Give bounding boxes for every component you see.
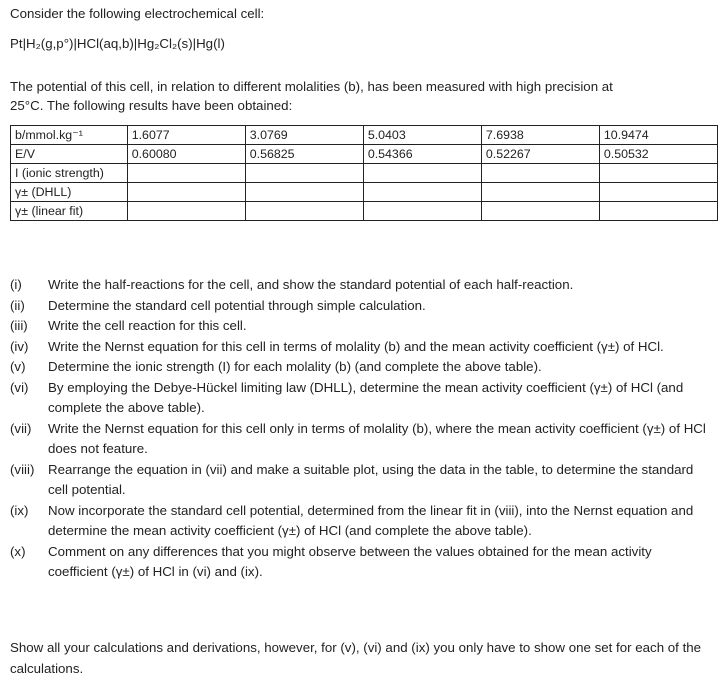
question-list <box>10 275 710 583</box>
question-number: (ii) <box>10 297 25 313</box>
row-label: γ± (linear fit) <box>11 202 128 221</box>
table-cell <box>481 202 599 221</box>
table-cell <box>599 183 717 202</box>
question-number: (x) <box>10 543 26 559</box>
closing-instructions: Show all your calculations and derivations, however, for (v), (vi) and (ix) you only have to show one set for each of the calculations. <box>10 640 702 676</box>
table-cell <box>481 183 599 202</box>
table-cell <box>245 202 363 221</box>
question-text: Determine the ionic strength (I) for each molality (b) (and complete the above table). <box>48 359 542 374</box>
table-row <box>11 202 718 221</box>
table-row <box>11 145 718 164</box>
question-item <box>10 316 710 337</box>
question-item <box>10 378 710 419</box>
question-number: (viii) <box>10 461 35 477</box>
table-cell: 3.0769 <box>245 126 363 145</box>
question-text: Comment on any differences that you might observe between the values obtained for the mean activity coefficient (γ±) of HCl in (vi) and (ix). <box>48 543 652 579</box>
question-text: Rearrange the equation in (vii) and make a suitable plot, using the data in the table, to determine the standard cell potential. <box>48 461 694 497</box>
question-number: (i) <box>10 277 22 292</box>
question-number: (vii) <box>10 420 32 436</box>
lead-text-line-1: The potential of this cell, in relation to different molalities (b), has been measured with high precision at <box>10 79 613 94</box>
lead-text-line-2: 25°C. The following results have been obtained: <box>10 98 293 113</box>
table-row <box>11 164 718 183</box>
question-text: Write the half-reactions for the cell, and show the standard potential of each half-reaction. <box>48 277 574 292</box>
question-text: Write the Nernst equation for this cell only in terms of molality (b), where the mean activity coefficient (γ±) of HCl does not feature. <box>48 420 706 456</box>
question-item <box>10 460 710 501</box>
table-row <box>11 126 718 145</box>
question-text: By employing the Debye-Hückel limiting law (DHLL), determine the mean activity coefficient (γ±) of HCl (and complete the above table). <box>48 379 684 415</box>
row-label: I (ionic strength) <box>11 164 128 183</box>
question-item <box>10 337 710 358</box>
question-item <box>10 501 710 542</box>
table-cell: 0.52267 <box>481 145 599 164</box>
question-item <box>10 275 710 296</box>
table-cell <box>599 164 717 183</box>
question-item <box>10 419 710 460</box>
results-table <box>10 125 718 221</box>
table-cell <box>245 183 363 202</box>
table-cell: 10.9474 <box>599 126 717 145</box>
question-number: (vi) <box>10 379 29 395</box>
table-cell: 1.6077 <box>127 126 245 145</box>
row-label: E/V <box>11 145 128 164</box>
table-cell: 0.50532 <box>599 145 717 164</box>
table-cell <box>127 183 245 202</box>
question-item <box>10 542 710 583</box>
table-cell: 0.56825 <box>245 145 363 164</box>
table-cell <box>245 164 363 183</box>
question-text: Write the Nernst equation for this cell in terms of molality (b) and the mean activity coefficient (γ±) of HCl. <box>48 338 664 354</box>
table-cell <box>363 202 481 221</box>
table-cell: 7.6938 <box>481 126 599 145</box>
table-cell: 0.54366 <box>363 145 481 164</box>
question-text: Determine the standard cell potential through simple calculation. <box>48 297 426 313</box>
question-item <box>10 296 710 317</box>
question-text: Write the cell reaction for this cell. <box>48 318 247 333</box>
row-label: b/mmol.kg⁻¹ <box>11 126 128 145</box>
question-number: (iv) <box>10 338 29 354</box>
table-cell: 0.60080 <box>127 145 245 164</box>
intro-text: Consider the following electrochemical cell: <box>10 6 265 21</box>
table-cell <box>127 202 245 221</box>
table-cell <box>363 164 481 183</box>
table-cell <box>481 164 599 183</box>
question-number: (iii) <box>10 318 28 333</box>
question-item <box>10 357 710 378</box>
cell-notation: Pt|H₂(g,p°)|HCl(aq,b)|Hg₂Cl₂(s)|Hg(l) <box>10 36 225 51</box>
table-row <box>11 183 718 202</box>
table-cell: 5.0403 <box>363 126 481 145</box>
table-cell <box>599 202 717 221</box>
question-text: Now incorporate the standard cell potential, determined from the linear fit in (viii), into the Nernst equation and determine the mean activity coefficient (γ±) of HCl (and complete the above table). <box>48 502 694 538</box>
row-label: γ± (DHLL) <box>11 183 128 202</box>
question-number: (v) <box>10 359 26 374</box>
table-cell <box>127 164 245 183</box>
table-cell <box>363 183 481 202</box>
question-number: (ix) <box>10 502 29 518</box>
